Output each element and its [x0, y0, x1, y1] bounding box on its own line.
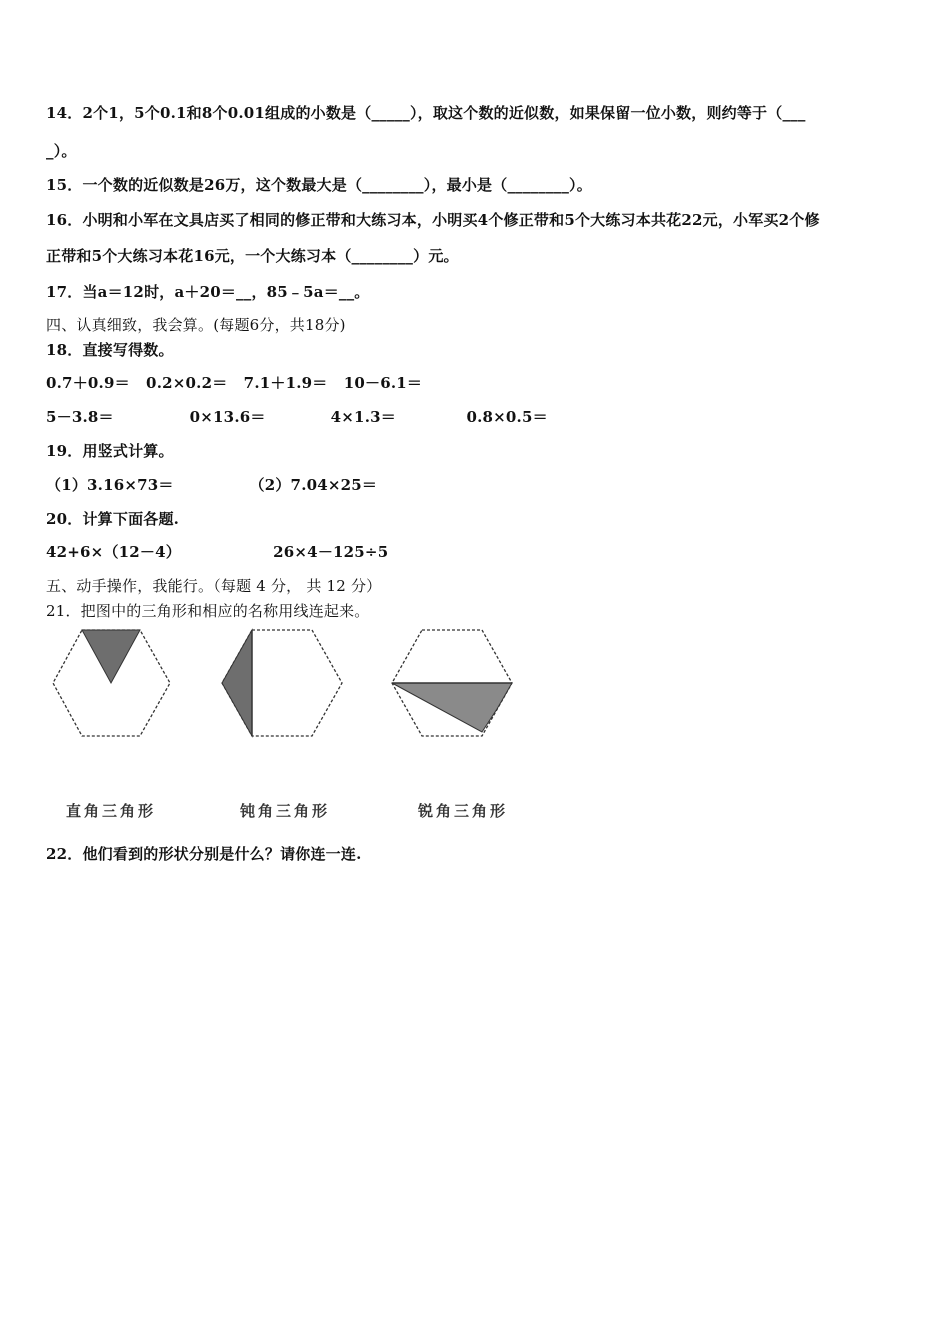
q18-line: 18．直接写得数。 — [46, 341, 174, 359]
q15-line: 15．一个数的近似数是26万，这个数最大是（________），最小是（________）。 — [46, 176, 592, 194]
hexagon-right-triangle — [53, 630, 170, 736]
label-right-triangle: 直角三角形 — [66, 802, 157, 820]
q18-row1: 0.7＋0.9＝ 0.2×0.2＝ 7.1＋1.9＝ 10－6.1＝ — [46, 374, 423, 392]
q19-row: （1）3.16×73＝ （2）7.04×25＝ — [46, 476, 378, 494]
q14-line1: 14．2个1，5个0.1和8个0.01组成的小数是（_____），取这个数的近似数，如果保留一位小数，则约等于（___ — [46, 104, 806, 122]
q22-line: 22．他们看到的形状分别是什么？请你连一连. — [46, 845, 362, 863]
q20-line: 20．计算下面各题. — [46, 510, 180, 528]
q21-line: 21．把图中的三角形和相应的名称用线连起来。 — [46, 602, 370, 620]
shaded-obtuse-triangle — [222, 630, 252, 736]
q16-line1: 16．小明和小军在文具店买了相同的修正带和大练习本，小明买4个修正带和5个大练习本共花22元，小军买2个修 — [46, 211, 820, 229]
q16-line2: 正带和5个大练习本花16元，一个大练习本（________）元。 — [46, 247, 459, 265]
label-acute-triangle: 锐角三角形 — [418, 802, 509, 820]
shaded-right-triangle — [82, 630, 140, 683]
section-5-heading: 五、动手操作，我能行。（每题 4 分， 共 12 分） — [46, 577, 382, 595]
q14-line2: _）。 — [46, 142, 77, 160]
hexagon-figures — [40, 622, 540, 822]
hexagon-obtuse-triangle — [222, 630, 342, 736]
label-obtuse-triangle: 钝角三角形 — [240, 802, 331, 820]
q20-row: 42+6×（12－4） 26×4－125÷5 — [46, 543, 389, 561]
hexagon-acute-triangle — [392, 630, 512, 736]
q18-row2: 5－3.8＝ 0×13.6＝ 4×1.3＝ 0.8×0.5＝ — [46, 408, 548, 426]
shaded-acute-triangle — [392, 683, 512, 732]
q17-line: 17．当a＝12时，a＋20＝__，85﹣5a＝__。 — [46, 283, 370, 301]
section-4-heading: 四、认真细致，我会算。(每题6分，共18分) — [46, 316, 346, 334]
q19-line: 19．用竖式计算。 — [46, 442, 174, 460]
